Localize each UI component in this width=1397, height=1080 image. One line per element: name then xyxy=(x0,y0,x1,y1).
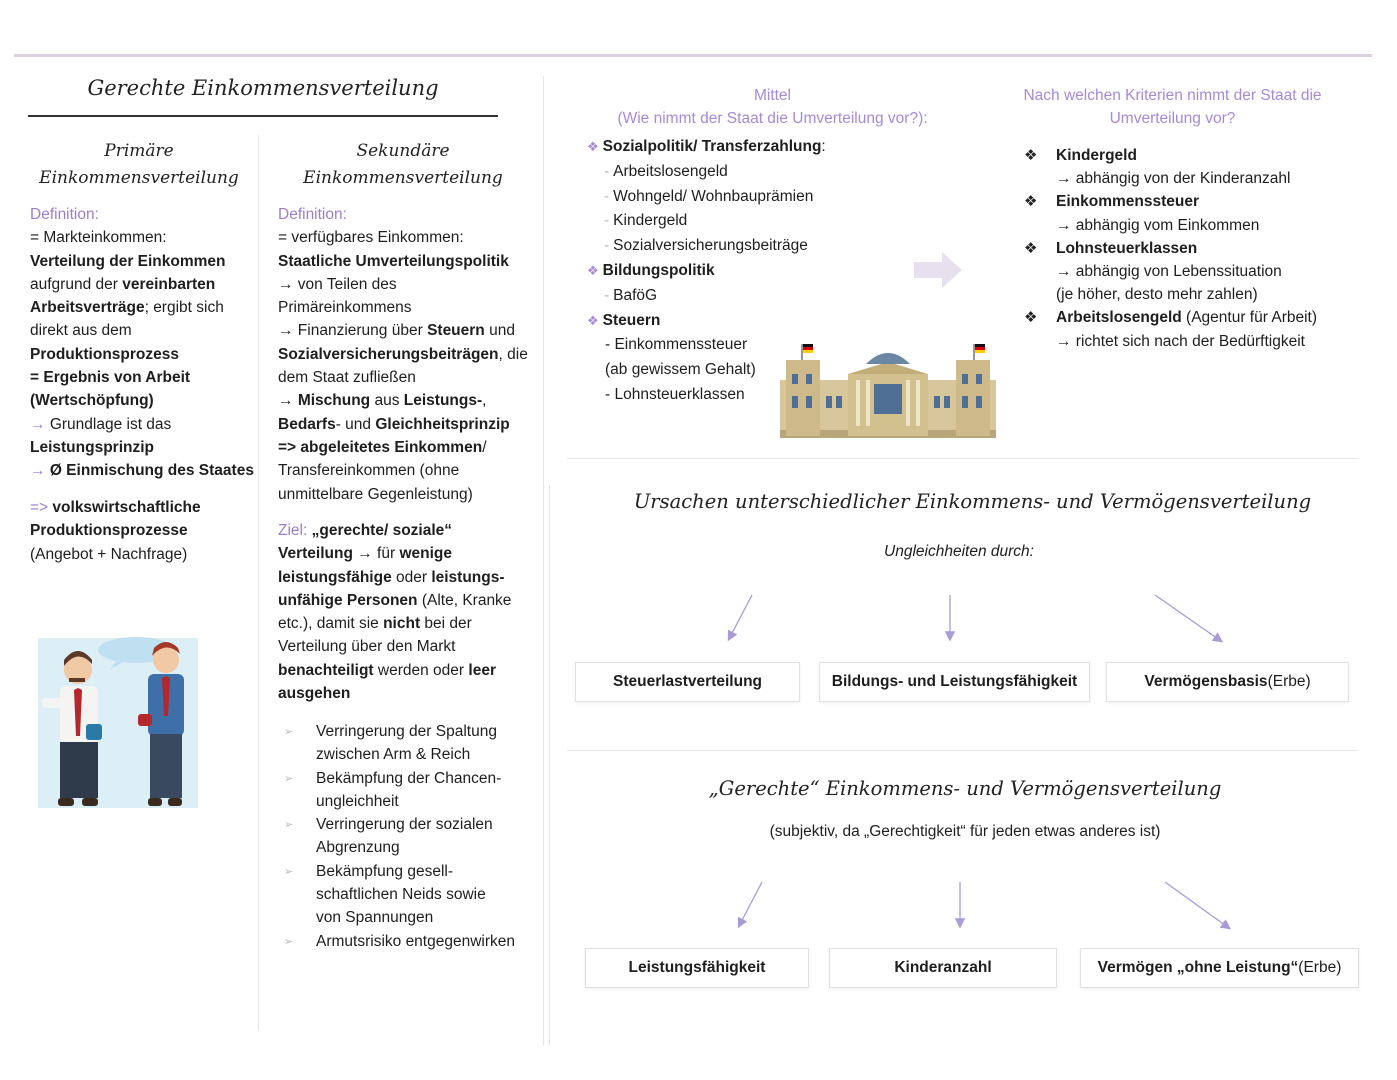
arrow-line xyxy=(739,882,762,926)
definition-label: Definition: xyxy=(30,206,99,223)
arrow-line xyxy=(1165,882,1229,928)
text-line: Grundlage ist das xyxy=(49,415,172,433)
text-line: (Alte, Kranke xyxy=(417,591,512,609)
text-bold: unfähige Personen xyxy=(278,591,418,609)
text-line: , die xyxy=(498,345,528,363)
list-item: Arbeitslosengeld xyxy=(613,162,728,180)
text-line: werden oder xyxy=(373,661,469,679)
text-bold: Ø Einmischung des Staates xyxy=(49,462,254,480)
list-item xyxy=(1024,237,1364,307)
title-underline xyxy=(28,115,498,117)
secondary-heading xyxy=(268,138,538,192)
text-line: und xyxy=(484,322,515,340)
dash-icon: - xyxy=(604,187,610,205)
diamond-bullet-icon: ❖ xyxy=(1024,309,1038,327)
text-line: Bekämpfung gesell- xyxy=(316,862,453,880)
column-separator xyxy=(549,485,550,1045)
mittel-title xyxy=(580,84,965,130)
text-bold: leistungs- xyxy=(431,568,505,586)
arrow-line xyxy=(729,595,752,639)
box-label-suffix: (Erbe) xyxy=(1267,673,1311,690)
text-bold: => xyxy=(278,438,301,456)
column-separator xyxy=(543,76,544,1046)
text-line: → xyxy=(278,392,298,410)
diamond-bullet-icon: ❖ xyxy=(587,312,599,328)
triangle-bullet-icon: ➢ xyxy=(284,819,294,832)
secondary-bullet-list xyxy=(284,720,540,954)
secondary-heading-line1: Sekundäre xyxy=(356,141,450,161)
text-bold: Produktionsprozess xyxy=(30,345,179,363)
box-label: Steuerlastverteilung xyxy=(612,673,763,690)
text-bold: Steuern xyxy=(602,311,661,329)
section-divider xyxy=(567,458,1358,459)
text-line: zwischen Arm & Reich xyxy=(316,746,471,764)
text-bold: (Wertschöpfung) xyxy=(30,392,154,410)
text-bold: volkswirtschaftliche xyxy=(52,499,201,516)
primary-heading-line1: Primäre xyxy=(104,141,174,161)
list-item: - Einkommenssteuer xyxy=(605,336,748,354)
text-bold: Arbeitslosengeld xyxy=(1056,309,1182,327)
list-item: Kindergeld xyxy=(613,212,688,230)
diamond-bullet-icon: ❖ xyxy=(1024,193,1038,211)
text-line: Verteilung über den Markt xyxy=(278,638,456,656)
text-line: ; ergibt sich xyxy=(144,299,224,317)
text-bold: Leistungsprinzip xyxy=(30,438,154,456)
diamond-bullet-icon: ❖ xyxy=(1024,239,1038,257)
text-bold: Bedarfs xyxy=(278,415,336,433)
list-item: (ab gewissem Gehalt) xyxy=(605,361,756,379)
text-bold: Leistungs- xyxy=(403,392,483,410)
text-bold: leistungsfähige xyxy=(278,568,392,586)
text-bold: Verteilung xyxy=(278,545,353,563)
text-bold: wenige xyxy=(399,545,452,563)
text-line: → richtet sich nach der Bedürftigkeit xyxy=(1056,332,1305,350)
text-line: Armutsrisiko entgegenwirken xyxy=(316,932,516,950)
primary-conclusion xyxy=(30,496,255,566)
text-bold: leer xyxy=(468,661,496,679)
kriterien-title-line2: Umverteilung vor? xyxy=(1109,110,1236,127)
secondary-heading-line2: Einkommensverteilung xyxy=(303,168,503,188)
box-bildungs-leistungsfaehigkeit xyxy=(819,662,1090,702)
text-bold: Produktionsprozesse xyxy=(30,522,188,540)
text-line: Abgrenzung xyxy=(316,839,400,857)
triangle-bullet-icon: ➢ xyxy=(284,772,294,785)
text-line: → für xyxy=(352,545,400,563)
text-line: → von Teilen des xyxy=(278,275,397,293)
list-item xyxy=(284,767,540,814)
text-line: = Markteinkommen: xyxy=(30,229,167,247)
list-item: - Lohnsteuerklassen xyxy=(605,385,745,403)
text-bold: Gleichheitsprinzip xyxy=(375,415,510,433)
secondary-goal xyxy=(278,519,540,705)
text-line: oder xyxy=(391,568,432,586)
list-item xyxy=(1024,306,1364,352)
dash-icon: - xyxy=(604,162,610,180)
box-label: Kinderanzahl xyxy=(894,959,992,976)
arrow-line xyxy=(1155,595,1221,641)
box-label: Bildungs- und Leistungsfähigkeit xyxy=(831,673,1078,690)
definition-label: Definition: xyxy=(278,206,347,223)
right-arrow-icon: → xyxy=(30,415,50,433)
ursachen-title: Ursachen unterschiedlicher Einkommens- und Vermögensverteilung xyxy=(633,490,1312,513)
box-label-suffix: (Erbe) xyxy=(1298,959,1342,976)
text-bold: vereinbarten xyxy=(122,275,216,293)
text-bold: = Ergebnis von Arbeit xyxy=(30,369,191,387)
text-line: aufgrund der xyxy=(30,275,123,293)
diamond-bullet-icon: ❖ xyxy=(1024,147,1038,164)
text-line: , xyxy=(482,392,487,410)
primary-heading xyxy=(28,138,250,192)
column-separator xyxy=(258,135,259,1030)
text-bold: Steuern xyxy=(427,322,485,340)
page-title: Gerechte Einkommensverteilung xyxy=(87,76,439,100)
section-divider xyxy=(567,750,1358,751)
ursachen-arrows xyxy=(567,585,1367,660)
text-bold: Mischung xyxy=(297,392,371,410)
text-bold: benachteiligt xyxy=(278,661,374,679)
text-line: → abhängig von der Kinderanzahl xyxy=(1056,170,1291,188)
text-bold: nicht xyxy=(383,615,421,633)
right-arrow-icon xyxy=(912,250,964,290)
text-bold: Kindergeld xyxy=(1056,147,1137,164)
goal-label: Ziel: xyxy=(278,522,308,539)
list-item xyxy=(284,930,540,954)
text-line: Primäreinkommens xyxy=(278,299,412,317)
text-line: → abhängig vom Einkommen xyxy=(1056,216,1260,234)
text-bold: Sozialversicherungsbeiträgen xyxy=(278,345,499,363)
conclusion-arrow: => xyxy=(30,499,49,516)
kriterien-title xyxy=(1000,84,1345,130)
ursachen-subtitle: Ungleichheiten durch: xyxy=(884,543,1034,560)
text-bold: abgeleitetes Einkommen xyxy=(300,438,483,456)
text-line: aus xyxy=(370,392,404,410)
mittel-title-line2: (Wie nimmt der Staat die Umverteilung vor?): xyxy=(617,110,928,127)
dash-icon: - xyxy=(604,237,610,255)
text-line: (je höher, desto mehr zahlen) xyxy=(1056,286,1258,304)
box-vermoegensbasis xyxy=(1106,662,1349,702)
right-arrow-icon: → xyxy=(30,462,50,480)
gerecht-subtitle: (subjektiv, da „Gerechtigkeit“ für jeden etwas anderes ist) xyxy=(769,823,1161,840)
primary-heading-line2: Einkommensverteilung xyxy=(39,168,239,188)
list-item xyxy=(1024,190,1364,236)
text-line: bei der xyxy=(420,615,472,633)
text-line: Verringerung der Spaltung xyxy=(316,723,497,740)
box-steuerlastverteilung xyxy=(575,662,800,702)
triangle-bullet-icon: ➢ xyxy=(284,726,294,738)
mittel-title-line1: Mittel xyxy=(753,87,792,104)
primary-definition xyxy=(30,203,255,483)
kriterien-list xyxy=(1024,144,1364,353)
list-item xyxy=(284,813,540,860)
list-item xyxy=(1024,144,1364,190)
box-kinderanzahl xyxy=(829,948,1057,988)
text-line: (Angebot + Nachfrage) xyxy=(30,545,188,563)
secondary-definition xyxy=(278,203,540,506)
list-item xyxy=(284,860,540,930)
triangle-bullet-icon: ➢ xyxy=(284,865,294,878)
box-leistungsfaehigkeit xyxy=(585,948,809,988)
box-label: Leistungsfähigkeit xyxy=(628,959,766,976)
reichstag-illustration xyxy=(778,340,998,440)
text-line: dem Staat zufließen xyxy=(278,369,416,387)
text-line: Verringerung der sozialen xyxy=(316,816,493,834)
dash-icon: - xyxy=(604,286,610,304)
text-line: Transfereinkommen (ohne xyxy=(278,462,460,480)
text-bold: Verteilung der Einkommen xyxy=(30,252,226,270)
text-bold: „gerechte/ soziale“ xyxy=(307,522,453,539)
text-line: direkt aus dem xyxy=(30,322,132,340)
text-line: schaftlichen Neids sowie xyxy=(316,886,486,904)
list-item: Wohngeld/ Wohnbauprämien xyxy=(613,187,814,205)
diamond-bullet-icon: ❖ xyxy=(587,139,599,154)
text-bold: ausgehen xyxy=(278,685,351,703)
gerecht-title: „Gerechte“ Einkommens- und Vermögensverteilung xyxy=(708,777,1222,800)
list-item: Sozialversicherungsbeiträge xyxy=(613,237,808,255)
text-bold: Staatliche Umverteilungspolitik xyxy=(278,252,509,270)
text-line: : xyxy=(821,138,826,155)
text-bold: Einkommenssteuer xyxy=(1056,193,1199,211)
text-line: → abhängig von Lebenssituation xyxy=(1056,263,1282,281)
people-illustration xyxy=(38,636,200,820)
dash-icon: - xyxy=(604,212,610,230)
diamond-bullet-icon: ❖ xyxy=(587,262,599,278)
text-line: = verfügbares Einkommen: xyxy=(278,229,464,247)
text-line: etc.), damit sie xyxy=(278,615,384,633)
box-label: Vermögensbasis xyxy=(1144,673,1268,690)
text-bold: Bildungspolitik xyxy=(602,261,715,279)
text-line: (Agentur für Arbeit) xyxy=(1181,309,1318,327)
box-vermoegen-ohne-leistung xyxy=(1080,948,1359,988)
list-item xyxy=(284,720,540,767)
text-line: unmittelbare Gegenleistung) xyxy=(278,485,473,503)
gerecht-arrows xyxy=(567,872,1367,947)
text-bold: Sozialpolitik/ Transferzahlung xyxy=(602,138,822,155)
top-divider xyxy=(14,54,1372,57)
list-item: BaföG xyxy=(613,286,658,304)
box-label: Vermögen „ohne Leistung“ xyxy=(1097,959,1299,976)
text-bold: Lohnsteuerklassen xyxy=(1056,239,1198,257)
triangle-bullet-icon: ➢ xyxy=(284,935,294,948)
text-line: Bekämpfung der Chancen- xyxy=(316,769,502,787)
text-line: → Finanzierung über xyxy=(278,322,428,340)
text-line: von Spannungen xyxy=(316,909,434,927)
text-line: / xyxy=(482,438,487,456)
text-line: - und xyxy=(335,415,376,433)
kriterien-title-line1: Nach welchen Kriterien nimmt der Staat die xyxy=(1023,87,1322,104)
text-line: ungleichheit xyxy=(316,792,399,810)
text-bold: Arbeitsverträge xyxy=(30,299,145,317)
